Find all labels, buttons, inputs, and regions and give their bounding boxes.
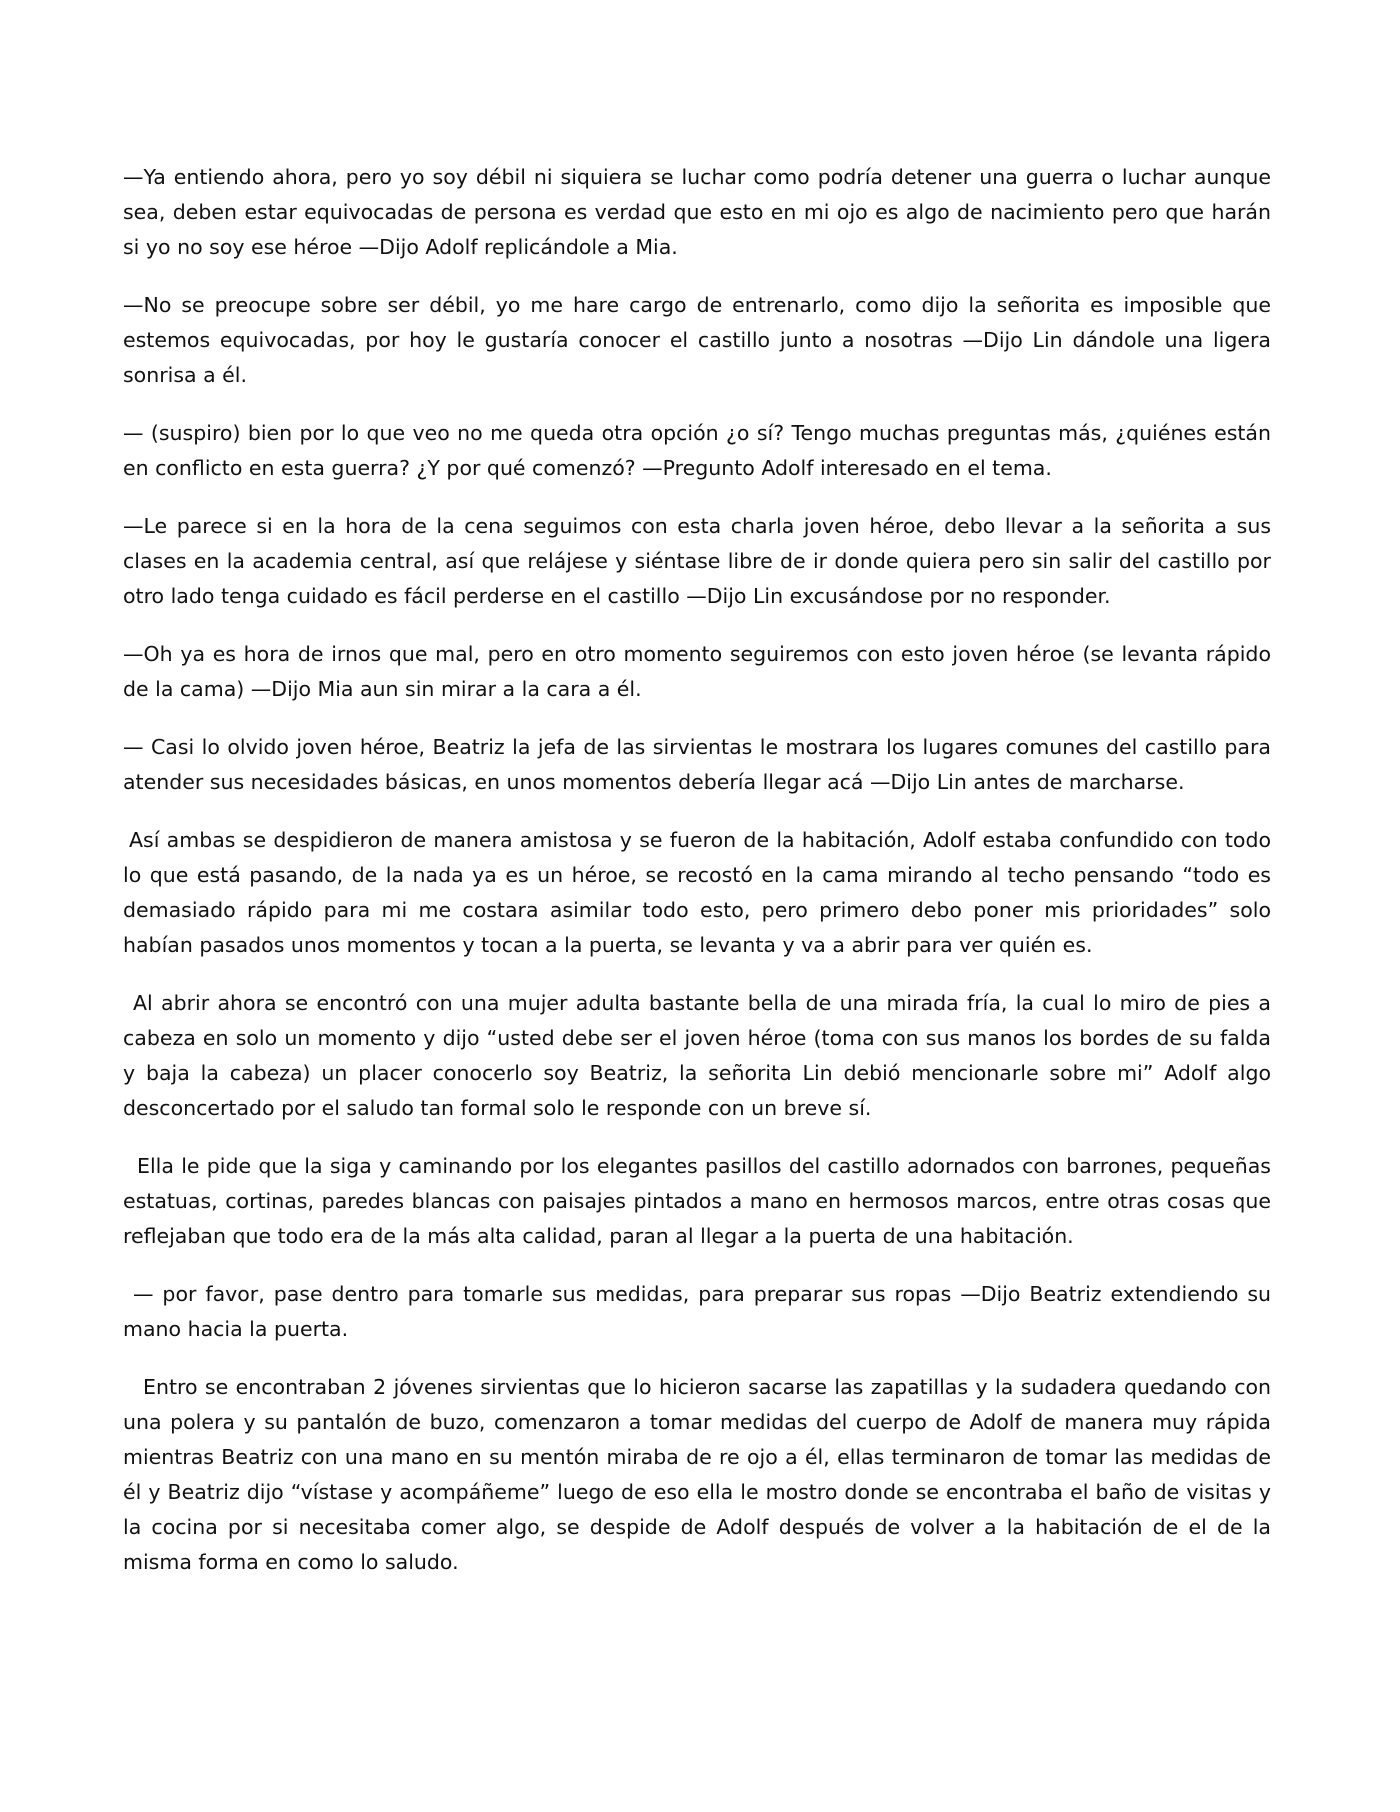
paragraph-6: — Casi lo olvido joven héroe, Beatriz la jefa de las sirvientas le mostrara los lugares comunes del castillo para atender sus necesidades básicas, en unos momentos debería llegar acá —Dijo Lin antes de marcharse. (123, 735, 1271, 794)
paragraph-9: Ella le pide que la siga y caminando por los elegantes pasillos del castillo adornados con barrones, pequeñas estatuas, cortinas, paredes blancas con paisajes pintados a mano en hermosos marcos, entre otras cosas que reflejaban que todo era de la más alta calidad, paran al llegar a la puerta de una habitación. (123, 1154, 1271, 1248)
paragraph-2: —No se preocupe sobre ser débil, yo me hare cargo de entrenarlo, como dijo la señorita es imposible que estemos equivocadas, por hoy le gustaría conocer el castillo junto a nosotras —Dijo Lin dándole una ligera sonrisa a él. (123, 293, 1271, 387)
paragraph-1: —Ya entiendo ahora, pero yo soy débil ni siquiera se luchar como podría detener una guerra o luchar aunque sea, deben estar equivocadas de persona es verdad que esto en mi ojo es algo de nacimiento pero que harán si yo no soy ese héroe —Dijo Adolf replicándole a Mia. (123, 165, 1271, 259)
paragraph-7: Así ambas se despidieron de manera amistosa y se fueron de la habitación, Adolf estaba confundido con todo lo que está pasando, de la nada ya es un héroe, se recostó en la cama mirando al techo pensando “todo es demasiado rápido para mi me costara asimilar todo esto, pero primero debo poner mis prioridades” solo habían pasados unos momentos y tocan a la puerta, se levanta y va a abrir para ver quién es. (123, 828, 1271, 957)
paragraph-11: Entro se encontraban 2 jóvenes sirvientas que lo hicieron sacarse las zapatillas y la sudadera quedando con una polera y su pantalón de buzo, comenzaron a tomar medidas del cuerpo de Adolf de manera muy rápida mientras Beatriz con una mano en su mentón miraba de re ojo a él, ellas terminaron de tomar las medidas de él y Beatriz dijo “vístase y acompáñeme” luego de eso ella le mostro donde se encontraba el baño de visitas y la cocina por si necesitaba comer algo, se despide de Adolf después de volver a la habitación de el de la misma forma en como lo saludo. (123, 1375, 1271, 1574)
paragraph-4: —Le parece si en la hora de la cena seguimos con esta charla joven héroe, debo llevar a la señorita a sus clases en la academia central, así que relájese y siéntase libre de ir donde quiera pero sin salir del castillo por otro lado tenga cuidado es fácil perderse en el castillo —Dijo Lin excusándose por no responder. (123, 514, 1271, 608)
paragraph-10: — por favor, pase dentro para tomarle sus medidas, para preparar sus ropas —Dijo Beatriz extendiendo su mano hacia la puerta. (123, 1282, 1271, 1341)
paragraph-8: Al abrir ahora se encontró con una mujer adulta bastante bella de una mirada fría, la cual lo miro de pies a cabeza en solo un momento y dijo “usted debe ser el joven héroe (toma con sus manos los bordes de su falda y baja la cabeza) un placer conocerlo soy Beatriz, la señorita Lin debió mencionarle sobre mi” Adolf algo desconcertado por el saludo tan formal solo le responde con un breve sí. (123, 991, 1271, 1120)
paragraph-5: —Oh ya es hora de irnos que mal, pero en otro momento seguiremos con esto joven héroe (se levanta rápido de la cama) —Dijo Mia aun sin mirar a la cara a él. (123, 642, 1271, 701)
paragraph-3: — (suspiro) bien por lo que veo no me queda otra opción ¿o sí? Tengo muchas preguntas más, ¿quiénes están en conflicto en esta guerra? ¿Y por qué comenzó? —Pregunto Adolf interesado en el tema. (123, 421, 1271, 480)
document-body (123, 160, 1271, 1603)
